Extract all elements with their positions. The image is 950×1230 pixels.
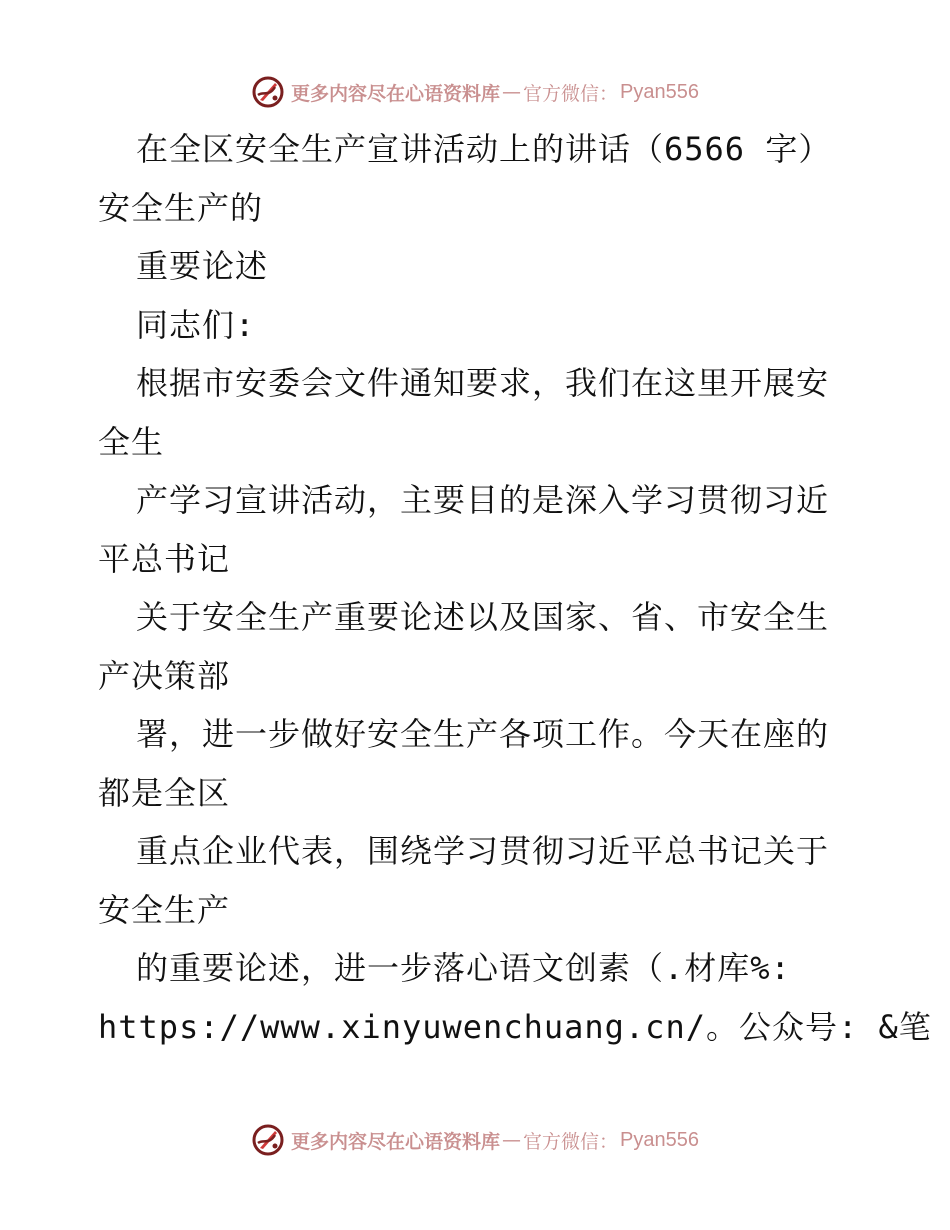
text-line: 根据市安委会文件通知要求，我们在这里开展安 xyxy=(136,364,830,402)
salutation: 同志们: xyxy=(136,305,256,344)
text-line: 平总书记 xyxy=(98,539,231,578)
quill-logo-icon xyxy=(251,1123,285,1157)
text-line: 重点企业代表，围绕学习贯彻习近平总书记关于 xyxy=(136,832,830,870)
text-line: 重要论述 xyxy=(136,247,269,285)
text-line: 的重要论述，进一步落心语文创素（.材库%: xyxy=(136,949,791,987)
banner-site-name: 更多内容尽在心语资料库 xyxy=(291,1130,501,1153)
banner-wechat-id: Pyan556 xyxy=(620,1128,699,1151)
document-body xyxy=(98,120,932,1056)
text-line: 全生 xyxy=(98,422,165,461)
banner-dash: — xyxy=(502,81,522,103)
page-footer-banner xyxy=(0,1120,950,1160)
text-line: 都是全区 xyxy=(98,773,231,812)
text-line: 安全生产 xyxy=(98,890,231,929)
text-line: 产决策部 xyxy=(98,656,231,695)
quill-logo-icon xyxy=(251,75,285,109)
banner-dash: — xyxy=(502,1129,522,1151)
text-line: 署，进一步做好安全生产各项工作。今天在座的 xyxy=(136,715,830,753)
banner-wechat-id: Pyan556 xyxy=(620,80,699,103)
document-title: 在全区安全生产宣讲活动上的讲话（6566 字） xyxy=(136,130,832,168)
text-line: 安全生产的 xyxy=(98,188,264,227)
banner-wechat-label: 官方微信： xyxy=(523,1130,619,1153)
text-line-url: https://www.xinyuwenchuang.cn/。公众号: &笔 xyxy=(98,1007,932,1046)
banner-wechat-label: 官方微信： xyxy=(523,82,619,105)
page-header-banner xyxy=(0,72,950,112)
text-line: 产学习宣讲活动，主要目的是深入学习贯彻习近 xyxy=(136,481,830,519)
text-line: 关于安全生产重要论述以及国家、省、市安全生 xyxy=(136,598,830,636)
banner-site-name: 更多内容尽在心语资料库 xyxy=(291,82,501,105)
